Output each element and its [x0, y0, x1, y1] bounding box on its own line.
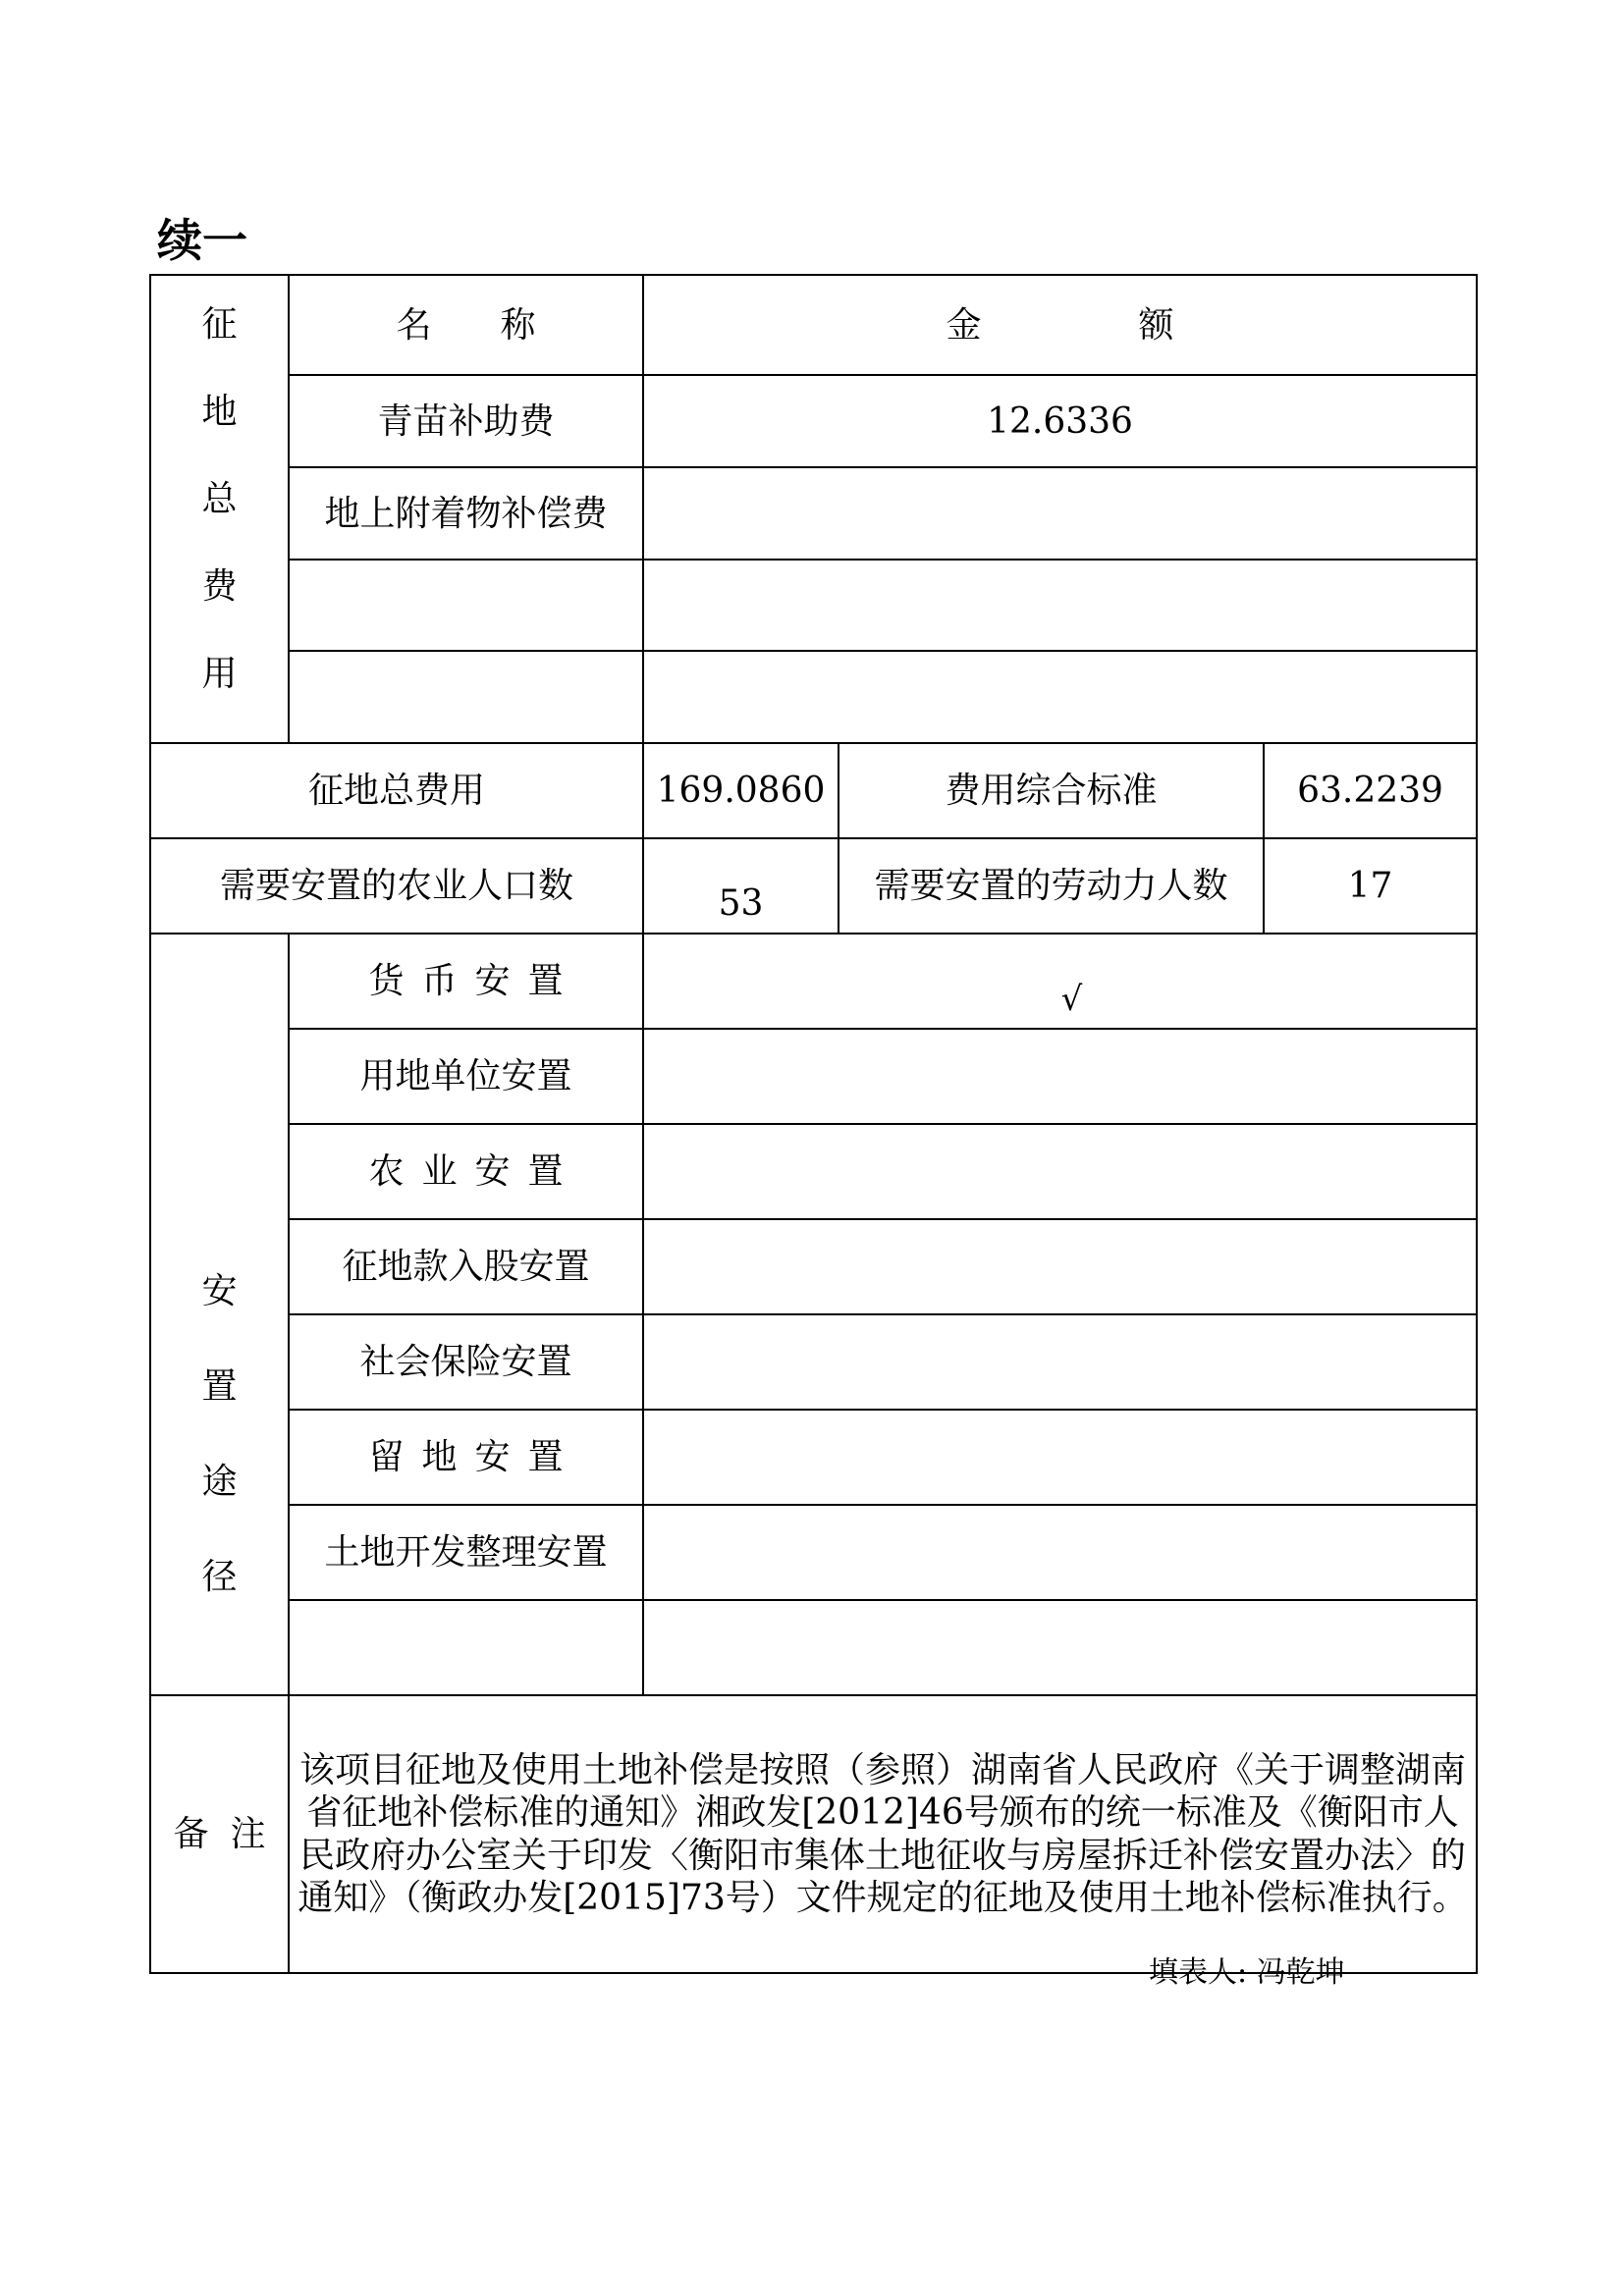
resettlement-method: 社会保险安置 [289, 1314, 643, 1410]
standard-value: 63.2239 [1264, 743, 1477, 838]
resettlement-method-cell [289, 1410, 643, 1505]
population-row [150, 838, 1477, 934]
resettlement-method-cell [289, 1124, 643, 1219]
form-filler: 填表人: 冯乾坤 [1149, 1955, 1345, 1990]
resettlement-value [643, 1600, 1477, 1695]
resettlement-group-char: 安 [201, 1271, 238, 1311]
levy-group-char: 地 [201, 392, 238, 432]
resettlement-group-char: 置 [201, 1366, 238, 1407]
agri-population-value: 53 [718, 882, 764, 924]
resettlement-row [150, 934, 1477, 1029]
resettlement-method: 货币安置 [368, 960, 581, 1001]
resettlement-value [643, 1314, 1477, 1410]
notes-label-cell [150, 1695, 289, 1973]
resettlement-method: 征地款入股安置 [289, 1219, 643, 1314]
levy-item-name: 地上附着物补偿费 [289, 467, 643, 560]
totals-row [150, 743, 1477, 838]
levy-row [150, 651, 1477, 743]
page-heading: 续一 [157, 214, 247, 267]
resettlement-value [643, 1505, 1477, 1600]
agri-population-label: 需要安置的农业人口数 [150, 838, 643, 934]
levy-item-amount: 12.6336 [643, 375, 1477, 467]
notes-text: 该项目征地及使用土地补偿是按照（参照）湖南省人民政府《关于调整湖南省征地补偿标准的通知》湘政发[2012]46号颁布的统一标准及《衡阳市人民政府办公室关于印发〈衡阳市集体土地征收与房屋拆迁补偿安置办法〉的通知》（衡政办发[2015]73号）文件规定的征地及使用土地补偿标准执行。 [289, 1695, 1477, 1973]
header-amount-cell [643, 275, 1477, 375]
header-name-cell [289, 275, 643, 375]
resettlement-group-char: 途 [201, 1462, 238, 1502]
levy-item-name [289, 560, 643, 651]
resettlement-group-char: 径 [201, 1557, 238, 1597]
resettlement-method: 土地开发整理安置 [289, 1505, 643, 1600]
levy-item-amount [643, 651, 1477, 743]
agri-population-cell [643, 838, 839, 934]
levy-group-char: 总 [201, 479, 238, 519]
resettlement-row [150, 1600, 1477, 1695]
labor-value: 17 [1264, 838, 1477, 934]
notes-label: 备注 [173, 1813, 288, 1854]
resettlement-row [150, 1505, 1477, 1600]
resettlement-group-label [150, 934, 289, 1695]
resettlement-row [150, 1314, 1477, 1410]
resettlement-row [150, 1410, 1477, 1505]
resettlement-row [150, 1219, 1477, 1314]
resettlement-value [643, 1410, 1477, 1505]
header-amount: 金额 [946, 304, 1331, 346]
levy-item-amount [643, 467, 1477, 560]
levy-item-name [289, 651, 643, 743]
header-name: 名称 [396, 304, 605, 346]
resettlement-row [150, 1124, 1477, 1219]
levy-row [150, 467, 1477, 560]
notes-row [150, 1695, 1477, 1973]
labor-label: 需要安置的劳动力人数 [839, 838, 1264, 934]
resettlement-value [643, 1219, 1477, 1314]
levy-group-label [150, 275, 289, 743]
levy-item-amount [643, 560, 1477, 651]
land-levy-form-table [149, 274, 1478, 1974]
levy-group-char: 用 [201, 654, 238, 694]
resettlement-method: 农业安置 [368, 1150, 581, 1192]
resettlement-method-cell [289, 934, 643, 1029]
resettlement-row [150, 1029, 1477, 1124]
resettlement-method [289, 1600, 643, 1695]
resettlement-value [643, 1029, 1477, 1124]
resettlement-value-cell [643, 934, 1477, 1029]
resettlement-method: 留地安置 [368, 1436, 581, 1477]
levy-item-name: 青苗补助费 [289, 375, 643, 467]
levy-row [150, 375, 1477, 467]
total-value: 169.0860 [643, 743, 839, 838]
resettlement-method: 用地单位安置 [289, 1029, 643, 1124]
levy-group-char: 费 [201, 566, 238, 607]
resettlement-value [643, 1124, 1477, 1219]
standard-label: 费用综合标准 [839, 743, 1264, 838]
levy-row [150, 560, 1477, 651]
levy-header-row [150, 275, 1477, 375]
levy-group-char: 征 [201, 304, 238, 345]
total-label: 征地总费用 [150, 743, 643, 838]
checkmark-icon: √ [1060, 979, 1083, 1019]
